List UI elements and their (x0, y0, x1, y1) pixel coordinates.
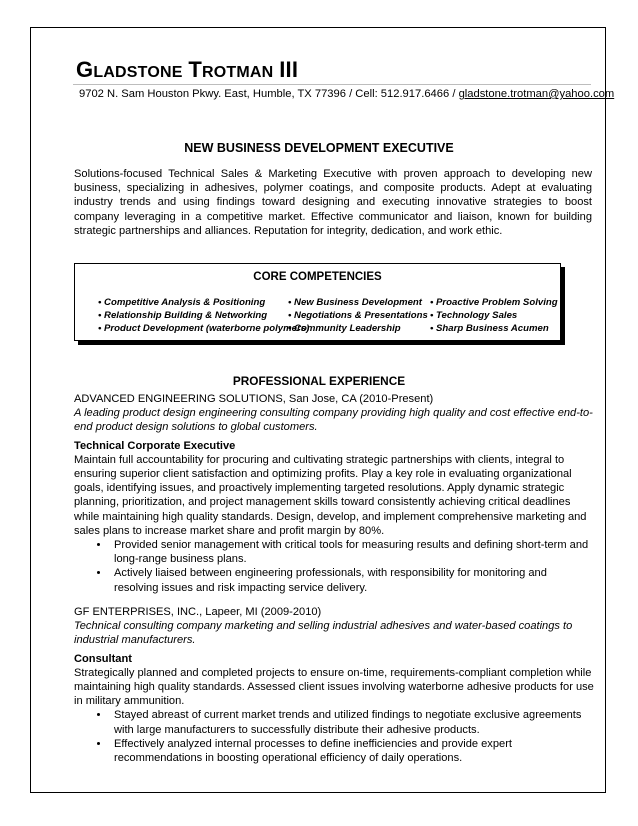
achievement-item: • Provided senior management with critical tools for measuring results and defining short-term and long-range business plans. (110, 538, 594, 566)
competency-item: • Sharp Business Acumen (430, 323, 549, 334)
competency-item: • Product Development (waterborne polymers) (98, 323, 310, 334)
job-title: Consultant (74, 652, 132, 665)
job-entry-2 (74, 605, 594, 765)
competency-item: • Community Leadership (288, 323, 401, 334)
experience-title: PROFESSIONAL EXPERIENCE (232, 374, 406, 388)
summary-paragraph: Solutions-focused Technical Sales & Marketing Executive with proven approach to developing new business, specializing in adhesives, polymer coatings, and composite products. Adept at evaluating industry trends and using findings toward designing and executing innovative strategies to boost company leveraging in a competitive market. Effective communicator and liaison, known for building strategic partnerships and alliances. Reputation for integrity, dedication, and work ethic. (74, 168, 592, 237)
core-competencies-box (74, 263, 561, 341)
competencies-column-3 (430, 296, 558, 335)
competency-item: • New Business Development (288, 297, 422, 308)
competency-item: • Proactive Problem Solving (430, 297, 558, 308)
competency-item: • Technology Sales (430, 310, 518, 321)
competency-item: • Negotiations & Presentations (288, 310, 428, 321)
headline: NEW BUSINESS DEVELOPMENT EXECUTIVE (184, 141, 454, 155)
job-entry-1 (74, 392, 594, 595)
job-summary: Maintain full accountability for procuring and cultivating strategic partnerships with clients, integral to ensuring superior client satisfaction and optimizing profits. Play a key role in evaluating organizational goals, identifying issues, and proactively implementing targeted resolutions. Apply dynamic strategic planning, prioritization, and project management skills toward consistently achieving critical deadlines while maintaining high quality standards. Design, develop, and implement comprehensive marketing and sales plans to increase market share and profit margin by 80%. (74, 453, 587, 537)
job-summary: Strategically planned and completed projects to ensure on-time, requirements-compliant completion while maintaining high quality standards. Assessed client issues involving waterborne adhesive products for use in military ammunition. (74, 666, 594, 708)
email-link[interactable]: gladstone.trotman@yahoo.com (458, 88, 615, 100)
company-description: A leading product design engineering consulting company providing high quality and cost effective end-to-end product design solutions to global customers. (74, 407, 593, 434)
company-description: Technical consulting company marketing and selling industrial adhesives and water-based coatings to industrial manufacturers. (74, 620, 573, 647)
competency-item: • Competitive Analysis & Positioning (98, 297, 266, 308)
competencies-title: CORE COMPETENCIES (253, 271, 382, 283)
achievement-list (74, 708, 594, 765)
company-line: GF ENTERPRISES, INC., Lapeer, MI (2009-2010) (74, 606, 322, 618)
company-line: ADVANCED ENGINEERING SOLUTIONS, San Jose, CA (2010-Present) (74, 393, 434, 405)
competencies-column-1 (98, 296, 309, 335)
competency-item: • Relationship Building & Networking (98, 310, 268, 321)
resume-page (30, 27, 615, 793)
competencies-column-2 (288, 296, 428, 335)
achievement-item: • Effectively analyzed internal processes to define inefficiencies and provide expert recommendations in boosting operational efficiency of daily operations. (110, 737, 594, 765)
achievement-list (74, 538, 594, 595)
achievement-item: • Actively liaised between engineering professionals, with responsibility for monitoring and resolving issues and risk impacting service delivery. (110, 566, 594, 594)
contact-address-phone: 9702 N. Sam Houston Pkwy. East, Humble, TX 77396 / Cell: 512.917.6466 / (79, 88, 459, 100)
contact-line (73, 84, 615, 100)
job-title: Technical Corporate Executive (74, 439, 236, 452)
achievement-item: • Stayed abreast of current market trends and utilized findings to negotiate exclusive agreements with large manufacturers to successfully distribute their adhesive products. (110, 708, 594, 736)
candidate-name: GLADSTONE TROTMAN III (76, 57, 299, 82)
